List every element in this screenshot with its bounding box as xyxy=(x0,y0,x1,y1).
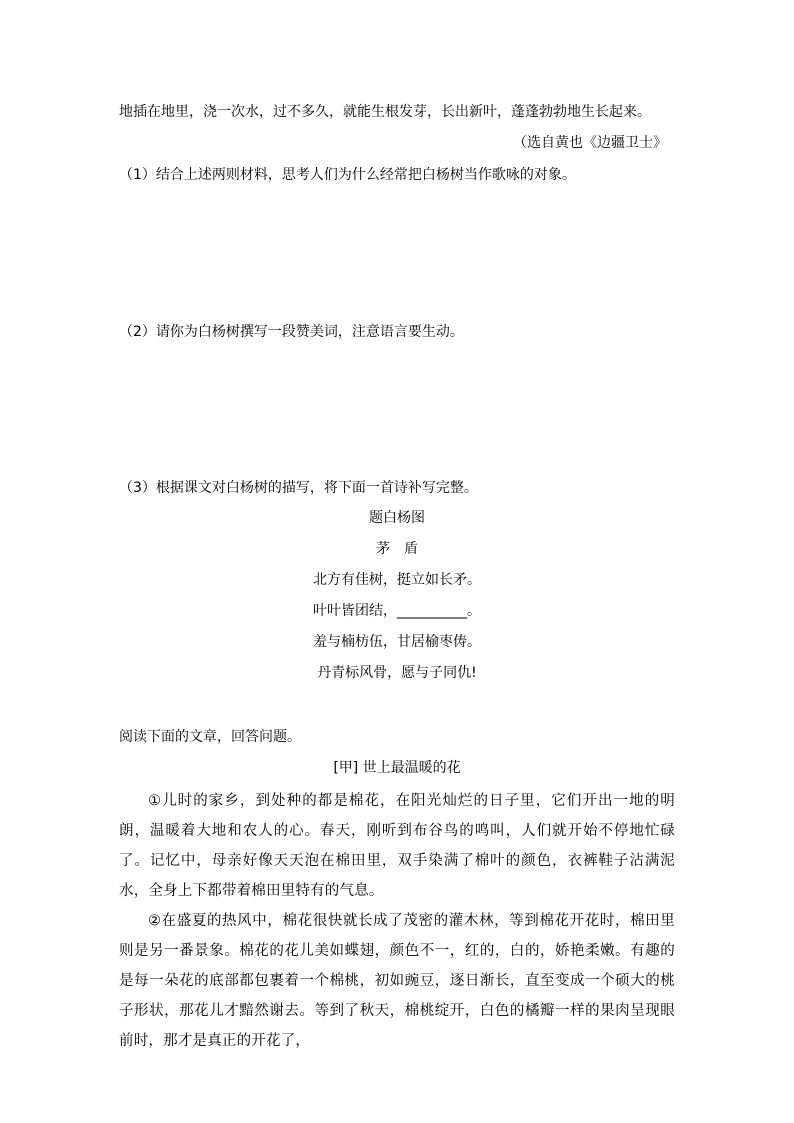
reading-instruction: 阅读下面的文章，回答问题。 xyxy=(119,729,301,745)
poem-line-with-blank: 叶叶皆团结，__________。 xyxy=(313,603,481,619)
poem-author: 茅 盾 xyxy=(376,541,418,557)
question-1: （1）结合上述两则材料，思考人们为什么经常把白杨树当作歌咏的对象。 xyxy=(119,167,576,183)
material-tail-text: 地插在地里，浇一次水，过不多久，就能生根发芽，长出新叶，蓬蓬勃勃地生长起来。 xyxy=(119,104,651,120)
question-2: （2）请你为白杨树撰写一段赞美词，注意语言要生动。 xyxy=(119,324,464,340)
poem-line: 北方有佳树，挺立如长矛。 xyxy=(313,572,481,588)
poem-line: 丹青标风骨，愿与子同仇! xyxy=(317,665,477,681)
material-source: （选自黄也《边疆卫士》 xyxy=(513,135,667,151)
poem-line: 羞与楠枋伍，甘居榆枣俦。 xyxy=(313,634,481,650)
question-3: （3）根据课文对白杨树的描写，将下面一首诗补写完整。 xyxy=(119,480,478,496)
article-paragraph-2: ②在盛夏的热风中，棉花很快就长成了茂密的灌木林，等到棉花开花时，棉田里则是另一番景象。棉花的花儿美如蝶翅，颜色不一，红的，白的，娇艳柔嫩。有趣的是每一朵花的底部都包裹着一个棉桃，初如豌豆，逐日渐长，直至变成一个硕大的桃子形状，那花儿才黯然谢去。等到了秋天，棉桃绽开，白色的橘瓣一样的果肉呈现眼前时，那才是真正的开花了， xyxy=(119,913,675,1049)
article-title: [甲] 世上最温暖的花 xyxy=(333,760,461,776)
poem-title: 题白杨图 xyxy=(369,510,425,526)
article-paragraph-1: ①儿时的家乡，到处种的都是棉花，在阳光灿烂的日子里，它们开出一地的明朗，温暖着大地和农人的心。春天，刚听到布谷鸟的鸣叫，人们就开始不停地忙碌了。记忆中，母亲好像天天泡在棉田里，双手染满了棉叶的颜色，衣裤鞋子沾满泥水，全身上下都带着棉田里特有的气息。 xyxy=(119,793,675,899)
